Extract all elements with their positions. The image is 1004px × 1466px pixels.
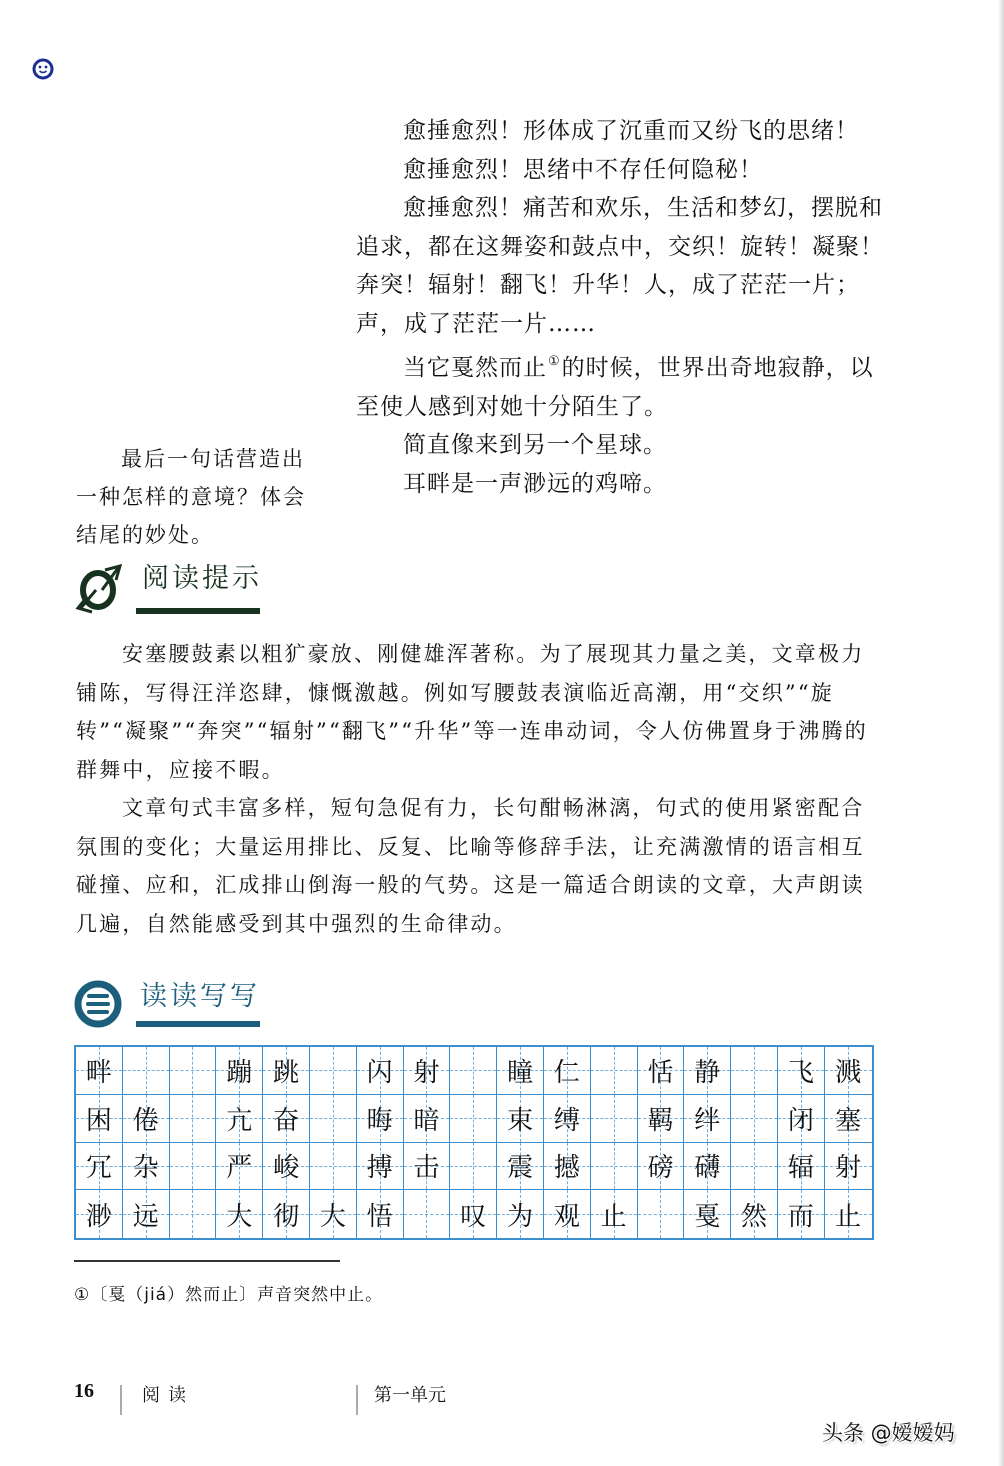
grid-cell (357, 1190, 404, 1238)
grid-cell (404, 1095, 451, 1143)
watermark: 头条 @嫒嫒妈 (822, 1421, 955, 1445)
grid-character: 蹦 (226, 1057, 253, 1088)
grid-character: 闪 (366, 1057, 393, 1088)
poem-text-segment: 的时候，世界出奇地寂静，以 (561, 355, 874, 381)
grid-cell (825, 1190, 872, 1238)
grid-character: 大 (226, 1201, 253, 1232)
grid-cell (825, 1047, 872, 1095)
grid-cell (497, 1143, 544, 1191)
grid-character: 缚 (553, 1105, 580, 1136)
read-write-heading (72, 980, 260, 1028)
grid-cell (170, 1095, 217, 1143)
poem-line: 愈捶愈烈！形体成了沉重而又纷飞的思绪！ (403, 118, 859, 144)
grid-cell (825, 1095, 872, 1143)
grid-cell (123, 1047, 170, 1095)
grid-character: 瞳 (507, 1057, 534, 1088)
grid-character: 然 (741, 1201, 768, 1232)
grid-character: 恬 (647, 1057, 674, 1088)
grid-cell (450, 1047, 497, 1095)
grid-character: 溅 (835, 1057, 862, 1088)
grid-character: 羁 (647, 1105, 674, 1136)
poem-line: 至使人感到对她十分陌生了。 (356, 393, 668, 420)
grid-cell (544, 1095, 591, 1143)
grid-character: 困 (85, 1105, 112, 1136)
poem-line: 耳畔是一声渺远的鸡啼。 (403, 470, 667, 497)
vocabulary-grid (74, 1045, 874, 1240)
grid-cell (216, 1047, 263, 1095)
smiley-icon (32, 58, 54, 80)
grid-cell (544, 1143, 591, 1191)
grid-character: 辐 (787, 1153, 814, 1184)
side-note-line: 最后一句话营造出 (121, 447, 305, 471)
reading-tips-icon (72, 562, 128, 614)
grid-character: 远 (132, 1201, 159, 1232)
grid-character: 静 (694, 1057, 721, 1088)
read-write-title: 读读写写 (140, 981, 260, 1012)
grid-cell (638, 1095, 685, 1143)
grid-character: 击 (413, 1153, 440, 1184)
grid-cell (684, 1190, 731, 1238)
grid-cell (450, 1095, 497, 1143)
grid-cell (404, 1190, 451, 1238)
grid-cell (123, 1143, 170, 1191)
grid-cell (638, 1190, 685, 1238)
grid-cell (731, 1047, 778, 1095)
grid-cell (731, 1143, 778, 1191)
page-number: 16 (74, 1380, 94, 1402)
grid-character: 闭 (787, 1105, 814, 1136)
grid-cell (310, 1047, 357, 1095)
footnote-marker[interactable]: ① (548, 354, 561, 369)
side-note-line: 一种怎样的意境？体会 (76, 485, 306, 509)
grid-character: 搏 (366, 1153, 393, 1184)
grid-cell (684, 1095, 731, 1143)
grid-character: 震 (507, 1153, 534, 1184)
grid-character: 射 (835, 1153, 862, 1184)
poem-line: 简直像来到另一个星球。 (403, 432, 667, 458)
footnote-divider (74, 1260, 340, 1262)
grid-cell (76, 1047, 123, 1095)
grid-character: 磅 (647, 1153, 674, 1184)
grid-cell (123, 1095, 170, 1143)
grid-character: 大 (319, 1201, 346, 1232)
grid-cell (544, 1190, 591, 1238)
grid-cell (591, 1190, 638, 1238)
grid-character: 观 (553, 1201, 580, 1232)
grid-cell (216, 1190, 263, 1238)
grid-character: 仁 (553, 1057, 580, 1088)
grid-cell (497, 1190, 544, 1238)
side-note (76, 440, 321, 554)
grid-character: 倦 (132, 1105, 159, 1136)
read-write-underline (136, 1021, 260, 1027)
grid-cell (357, 1095, 404, 1143)
tips-paragraph: 文章句式丰富多样，短句急促有力，长句酣畅淋漓，句式的使用紧密配合氛围的变化；大量运用排比、反复、比喻等修辞手法，让充满激情的语言相互碰撞、应和，汇成排山倒海一般的气势。这是一篇适合朗读的文章，大声朗读几遍，自然能感受到其中强烈的生命律动。 (76, 796, 865, 936)
grid-character: 彻 (273, 1201, 300, 1232)
grid-cell (216, 1095, 263, 1143)
poem-line: 愈捶愈烈！痛苦和欢乐，生活和梦幻，摆脱和 (403, 195, 883, 221)
poem-line: 声，成了茫茫一片…… (356, 310, 596, 337)
grid-character: 悟 (366, 1201, 393, 1232)
grid-character: 撼 (553, 1153, 580, 1184)
grid-cell (591, 1095, 638, 1143)
footnote: ①〔戛（jiá）然而止〕声音突然中止。 (74, 1285, 384, 1305)
grid-cell (170, 1190, 217, 1238)
grid-character: 而 (787, 1201, 814, 1232)
reading-tips-title: 阅读提示 (142, 563, 262, 594)
reading-tips-heading (72, 562, 262, 614)
grid-cell (310, 1190, 357, 1238)
grid-cell (778, 1143, 825, 1191)
grid-cell (76, 1190, 123, 1238)
footer-divider (120, 1385, 122, 1415)
grid-character: 叹 (460, 1201, 487, 1232)
section-three-icon (72, 980, 126, 1028)
grid-character: 止 (600, 1201, 627, 1232)
grid-cell (778, 1190, 825, 1238)
page-edge-shadow (998, 0, 1004, 1466)
grid-cell (497, 1047, 544, 1095)
grid-character: 亢 (226, 1105, 253, 1136)
tips-paragraph: 安塞腰鼓素以粗犷豪放、刚健雄浑著称。为了展现其力量之美，文章极力铺陈，写得汪洋恣肆，慷慨激越。例如写腰鼓表演临近高潮，用“交织”“旋转”“凝聚”“奔突”“辐射”“翻飞”“升华”等一连串动词，令人仿佛置身于沸腾的群舞中，应接不暇。 (76, 642, 868, 782)
grid-character: 礴 (694, 1153, 721, 1184)
grid-cell (825, 1143, 872, 1191)
grid-character: 奋 (273, 1105, 300, 1136)
grid-character: 峻 (273, 1153, 300, 1184)
footer-section-label: 阅读 (142, 1385, 194, 1406)
grid-character: 严 (226, 1153, 253, 1184)
grid-cell (638, 1047, 685, 1095)
footer-divider (356, 1385, 358, 1415)
grid-cell (216, 1143, 263, 1191)
grid-character: 塞 (835, 1105, 862, 1136)
grid-character: 畔 (85, 1057, 112, 1088)
grid-cell (76, 1143, 123, 1191)
grid-character: 绊 (694, 1105, 721, 1136)
grid-cell (263, 1143, 310, 1191)
grid-cell (778, 1047, 825, 1095)
grid-cell (310, 1095, 357, 1143)
grid-cell (731, 1190, 778, 1238)
grid-cell (684, 1143, 731, 1191)
grid-character: 杂 (132, 1153, 159, 1184)
grid-character: 冗 (85, 1153, 112, 1184)
grid-cell (76, 1095, 123, 1143)
reading-tips-underline (136, 608, 260, 614)
side-note-line: 结尾的妙处。 (76, 523, 214, 547)
grid-cell (123, 1190, 170, 1238)
grid-cell (404, 1047, 451, 1095)
poem-text (356, 112, 884, 503)
grid-character: 戛 (694, 1201, 721, 1232)
grid-cell (357, 1143, 404, 1191)
grid-character: 飞 (787, 1057, 814, 1088)
grid-cell (263, 1095, 310, 1143)
grid-cell (591, 1047, 638, 1095)
grid-cell (684, 1047, 731, 1095)
reading-tips-body (76, 635, 876, 943)
poem-line: 奔突！辐射！翻飞！升华！人，成了茫茫一片； (356, 272, 860, 298)
grid-cell (497, 1095, 544, 1143)
grid-cell (450, 1143, 497, 1191)
grid-character: 渺 (85, 1201, 112, 1232)
grid-cell (170, 1143, 217, 1191)
grid-character: 暗 (413, 1105, 440, 1136)
grid-cell (404, 1143, 451, 1191)
grid-character: 束 (507, 1105, 534, 1136)
grid-cell (778, 1095, 825, 1143)
grid-cell (170, 1047, 217, 1095)
poem-line: 追求，都在这舞姿和鼓点中，交织！旋转！凝聚！ (356, 233, 884, 260)
grid-cell (450, 1190, 497, 1238)
poem-line: 愈捶愈烈！思绪中不存任何隐秘！ (403, 156, 763, 183)
grid-character: 晦 (366, 1105, 393, 1136)
grid-character: 跳 (273, 1057, 300, 1088)
grid-character: 射 (413, 1057, 440, 1088)
poem-line-with-footnote (356, 343, 876, 388)
grid-cell (638, 1143, 685, 1191)
grid-cell (731, 1095, 778, 1143)
grid-cell (544, 1047, 591, 1095)
grid-cell (263, 1047, 310, 1095)
poem-text-segment: 当它戛然而止 (403, 355, 547, 381)
grid-character: 止 (835, 1201, 862, 1232)
grid-cell (357, 1047, 404, 1095)
grid-cell (263, 1190, 310, 1238)
grid-cell (310, 1143, 357, 1191)
grid-cell (591, 1143, 638, 1191)
grid-character: 为 (507, 1201, 534, 1232)
footer-unit-label: 第一单元 (374, 1385, 446, 1406)
